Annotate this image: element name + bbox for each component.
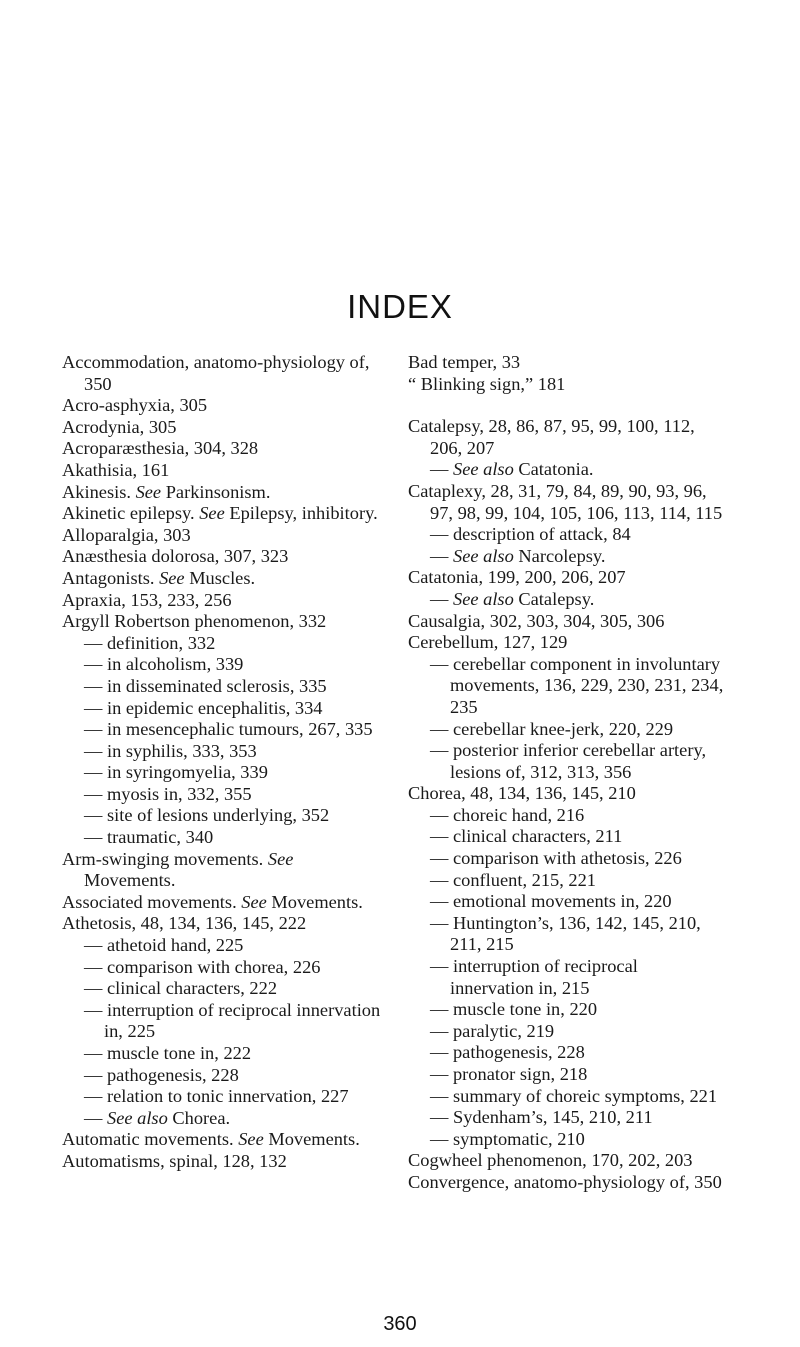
entry-text: — <box>430 545 449 566</box>
see-target: Epilepsy, inhibitory. <box>224 503 378 524</box>
entry-text: — <box>430 459 449 480</box>
entry-text: — in alcoholism, 339 <box>84 654 244 675</box>
entry-text: — comparison with chorea, 226 <box>84 956 321 977</box>
index-subentry <box>408 524 726 546</box>
index-entry <box>408 1150 726 1172</box>
entry-text: Accommodation, anatomo-physiology of, 350 <box>62 352 370 394</box>
index-entry <box>408 611 726 633</box>
index-entry <box>62 352 382 395</box>
entry-text: — posterior inferior cerebellar artery, lesions of, 312, 313, 356 <box>430 740 707 782</box>
index-entry <box>408 352 726 374</box>
see-target: Muscles. <box>184 567 256 588</box>
entry-text: Automatisms, spinal, 128, 132 <box>62 1150 287 1171</box>
entry-text: Argyll Robertson phenomenon, 332 <box>62 611 327 632</box>
entry-text: Akinetic epilepsy. <box>62 503 195 524</box>
entry-text: Automatic movements. <box>62 1129 234 1150</box>
entry-text: — athetoid hand, 225 <box>84 935 244 956</box>
index-subentry <box>408 719 726 741</box>
entry-text: Cataplexy, 28, 31, 79, 84, 89, 90, 93, 96, 97, 98, 99, 104, 105, 106, 113, 114, 115 <box>408 480 723 523</box>
entry-text: Chorea, 48, 134, 136, 145, 210 <box>408 783 636 804</box>
entry-text: — description of attack, 84 <box>430 524 631 545</box>
see-reference: See <box>241 891 267 912</box>
index-subentry <box>408 891 726 913</box>
entry-text: — muscle tone in, 222 <box>84 1043 252 1063</box>
entry-text: — in syphilis, 333, 353 <box>84 740 257 761</box>
index-entry <box>62 892 382 914</box>
index-entry <box>62 546 382 568</box>
entry-text: “ Blinking sign,” 181 <box>408 373 566 394</box>
entry-text: — cerebellar component in involuntary movements, 136, 229, 230, 231, 234, 235 <box>430 653 724 717</box>
entry-text: — clinical characters, 222 <box>84 978 278 999</box>
entry-text: — paralytic, 219 <box>430 1020 555 1041</box>
index-subentry <box>62 676 382 698</box>
see-reference: See <box>159 567 185 588</box>
entry-text: — <box>430 588 449 609</box>
entry-text: Associated movements. <box>62 891 237 912</box>
entry-text: Convergence, anatomo-physiology of, 350 <box>408 1171 722 1192</box>
entry-text: — choreic hand, 216 <box>430 804 585 825</box>
entry-text: — site of lesions underlying, 352 <box>84 805 330 826</box>
entry-text: — pathogenesis, 228 <box>430 1042 585 1063</box>
index-subentry <box>408 848 726 870</box>
page-number: 360 <box>383 1313 417 1335</box>
entry-text: — summary of choreic symptoms, 221 <box>430 1085 718 1106</box>
index-entry <box>62 590 382 612</box>
index-entry <box>62 568 382 590</box>
entry-text: — symptomatic, 210 <box>430 1128 585 1149</box>
see-reference: See also <box>107 1107 168 1128</box>
index-subentry <box>62 1000 382 1043</box>
index-subentry <box>408 654 726 719</box>
index-subentry <box>62 805 382 827</box>
entry-text: Akathisia, 161 <box>62 459 170 480</box>
entry-text: — cerebellar knee-jerk, 220, 229 <box>430 718 674 739</box>
index-column-left <box>62 352 382 1173</box>
index-entry <box>408 1172 726 1194</box>
index-subentry <box>62 1086 382 1108</box>
entry-text: — pronator sign, 218 <box>430 1064 588 1084</box>
entry-text: — traumatic, 340 <box>84 827 214 848</box>
see-reference: See <box>238 1129 264 1150</box>
entry-text: — in syringomyelia, 339 <box>84 762 268 783</box>
see-reference: See also <box>453 545 514 566</box>
index-entry <box>408 481 726 524</box>
entry-text: — muscle tone in, 220 <box>430 999 598 1020</box>
index-subentry <box>408 805 726 827</box>
entry-text: Cerebellum, 127, 129 <box>408 632 568 653</box>
index-subentry <box>408 826 726 848</box>
entry-text: Athetosis, 48, 134, 136, 145, 222 <box>62 913 307 934</box>
index-subentry <box>408 1064 726 1086</box>
entry-text: — interruption of reciprocal innervation in, 225 <box>84 999 381 1042</box>
entry-text: Cogwheel phenomenon, 170, 202, 203 <box>408 1150 693 1171</box>
index-entry <box>408 783 726 805</box>
entry-text: — Huntington’s, 136, 142, 145, 210, 211, 215 <box>430 912 701 955</box>
index-subentry <box>62 978 382 1000</box>
index-subentry <box>62 1043 382 1065</box>
entry-text: Alloparalgia, 303 <box>62 524 191 545</box>
see-target: Movements. <box>266 891 363 912</box>
index-subentry <box>62 827 382 849</box>
entry-text: — clinical characters, 211 <box>430 826 623 847</box>
index-entry <box>62 1129 382 1151</box>
entry-text: Catalepsy, 28, 86, 87, 95, 99, 100, 112, 206, 207 <box>408 416 695 458</box>
entry-text: — definition, 332 <box>84 632 216 653</box>
see-target: Movements. <box>263 1129 360 1150</box>
see-reference: See also <box>453 588 514 609</box>
index-subentry <box>408 956 726 999</box>
entry-text: — relation to tonic innervation, 227 <box>84 1086 349 1107</box>
index-entry <box>62 611 382 633</box>
see-reference: See <box>267 848 294 869</box>
entry-text: — confluent, 215, 221 <box>430 869 597 890</box>
index-entry <box>408 632 726 654</box>
entry-text: — pathogenesis, 228 <box>84 1064 239 1085</box>
entry-text: Acroparæsthesia, 304, 328 <box>62 438 259 459</box>
entry-text: Antagonists. <box>62 567 155 588</box>
see-target: Catalepsy. <box>513 588 595 609</box>
index-entry <box>62 849 382 892</box>
index-entry <box>62 503 382 525</box>
entry-text: Bad temper, 33 <box>408 352 521 372</box>
see-reference: See <box>199 503 225 524</box>
index-subentry <box>62 957 382 979</box>
entry-text: Catatonia, 199, 200, 206, 207 <box>408 567 626 588</box>
index-subentry <box>408 870 726 892</box>
entry-text: Anæsthesia dolorosa, 307, 323 <box>62 546 289 567</box>
index-subentry <box>62 741 382 763</box>
entry-text: Acrodynia, 305 <box>62 416 177 437</box>
index-subentry <box>408 589 726 611</box>
see-target: Catatonia. <box>513 459 594 480</box>
index-entry <box>62 1151 382 1173</box>
index-subentry <box>408 913 726 956</box>
index-entry <box>408 416 726 459</box>
see-target: Chorea. <box>167 1107 231 1128</box>
index-entry <box>62 460 382 482</box>
entry-text: — in epidemic encephalitis, 334 <box>84 697 323 718</box>
index-subentry <box>62 698 382 720</box>
entry-text: Arm-swinging movements. <box>62 848 264 869</box>
index-subentry <box>408 1086 726 1108</box>
index-subentry <box>62 935 382 957</box>
index-subentry <box>408 740 726 783</box>
index-subentry <box>62 654 382 676</box>
index-entry <box>408 567 726 589</box>
entry-text: Apraxia, 153, 233, 256 <box>62 589 232 610</box>
entry-text: — interruption of reciprocal innervation in, 215 <box>430 956 638 998</box>
entry-text: — myosis in, 332, 355 <box>84 783 252 804</box>
index-subentry <box>62 784 382 806</box>
index-subentry <box>62 1108 382 1130</box>
index-subentry <box>408 1129 726 1151</box>
index-subentry <box>408 546 726 568</box>
index-subentry <box>408 459 726 481</box>
entry-text: Akinesis. <box>62 481 131 502</box>
index-entry <box>408 374 726 396</box>
see-target: Parkinsonism. <box>161 481 271 502</box>
entry-text: — Sydenham’s, 145, 210, 211 <box>430 1107 653 1128</box>
index-entry <box>62 525 382 547</box>
index-entry <box>62 438 382 460</box>
entry-text: — in mesencephalic tumours, 267, 335 <box>84 719 373 740</box>
index-subentry <box>408 1021 726 1043</box>
index-subentry <box>408 1107 726 1129</box>
index-subentry <box>62 633 382 655</box>
index-subentry <box>62 762 382 784</box>
index-subentry <box>408 1042 726 1064</box>
entry-text: Causalgia, 302, 303, 304, 305, 306 <box>408 610 665 631</box>
index-subentry <box>62 1065 382 1087</box>
index-entry <box>62 482 382 504</box>
index-entry <box>62 395 382 417</box>
entry-text: — emotional movements in, 220 <box>430 891 672 912</box>
index-entry <box>62 417 382 439</box>
entry-text: — comparison with athetosis, 226 <box>430 848 682 869</box>
page-title: INDEX <box>347 288 453 325</box>
see-reference: See <box>135 481 162 502</box>
entry-text: — in disseminated sclerosis, 335 <box>84 675 327 696</box>
see-reference: See also <box>453 459 514 480</box>
see-target: Movements. <box>84 870 176 891</box>
index-entry <box>62 913 382 935</box>
index-subentry <box>62 719 382 741</box>
index-column-right <box>408 352 726 1194</box>
entry-text: — <box>84 1107 103 1128</box>
see-target: Narcolepsy. <box>513 545 606 566</box>
entry-text: Acro-asphyxia, 305 <box>62 395 208 416</box>
index-subentry <box>408 999 726 1021</box>
